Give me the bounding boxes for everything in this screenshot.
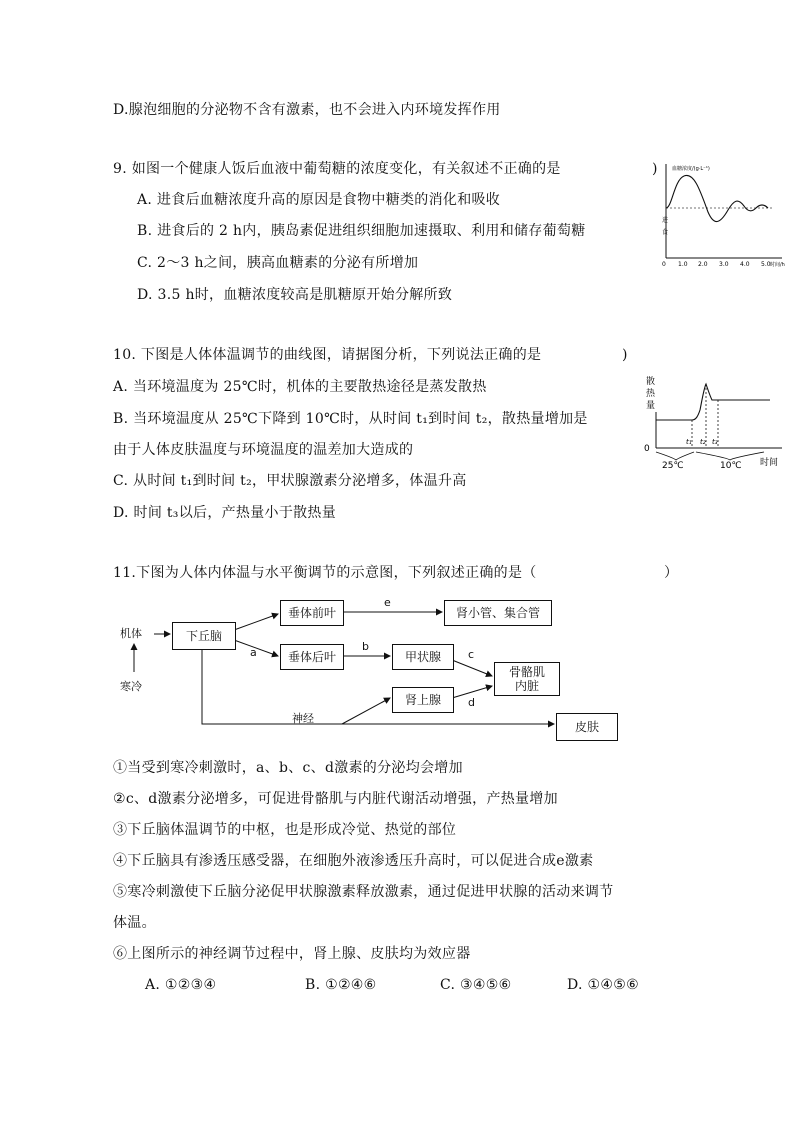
q11-muscle-line2: 内脏: [514, 679, 539, 693]
q11-label-e: e: [384, 596, 391, 609]
q11-stem: 11.下图为人体内体温与水平衡调节的示意图，下列叙述正确的是（: [113, 565, 537, 581]
q10-paren: ): [622, 347, 628, 363]
q10-t3: t₃: [712, 438, 718, 446]
q10-ylabel-3: 量: [646, 401, 656, 411]
q9-stem: 9. 如图一个健康人饭后血液中葡萄糖的浓度变化，有关叙述不正确的是: [113, 161, 561, 177]
q11-cold: 寒冷: [120, 680, 142, 693]
q11-skin: 皮肤: [556, 713, 618, 741]
q11-statement-6: ⑥上图所示的神经调节过程中，肾上腺、皮肤均为效应器: [113, 946, 471, 962]
q9-option-a: A. 进食后血糖浓度升高的原因是食物中糖类的消化和吸收: [137, 192, 501, 208]
q11-label-d: d: [468, 696, 475, 709]
q9-tick-1: 1.0: [678, 261, 688, 268]
q10-ylabel-1: 散: [646, 377, 656, 387]
q11-paren: ）: [664, 565, 679, 581]
q11-choice-b: B. ①②④⑥: [305, 977, 377, 993]
q11-muscle-organs: [494, 662, 560, 696]
q11-choice-c: C. ③④⑤⑥: [440, 977, 512, 993]
q11-anterior-pituitary: 垂体前叶: [280, 600, 344, 626]
q11-kidney: 肾小管、集合管: [444, 600, 552, 626]
q10-brace-25: [656, 452, 694, 460]
q11-statement-3: ③下丘脑体温调节的中枢，也是形成冷觉、热觉的部位: [113, 822, 457, 838]
q10-temp1: 25℃: [662, 461, 684, 470]
q11-label-b: b: [362, 640, 369, 653]
q11-choice-d: D. ①④⑤⑥: [567, 977, 639, 993]
q10-heat-curve: [656, 384, 770, 420]
q11-nerve: 神经: [292, 712, 314, 725]
q10-temp2: 10℃: [720, 461, 742, 470]
q11-thyroid: 甲状腺: [392, 644, 454, 670]
q11-hypothalamus: 下丘脑: [172, 622, 236, 650]
q11-muscle-line1: 骨骼肌: [508, 665, 545, 679]
q11-statement-5: ⑤寒冷刺激使下丘脑分泌促甲状腺激素释放激素，通过促进甲状腺的活动来调节: [113, 884, 614, 900]
q9-glucose-curve: [666, 175, 768, 221]
q11-statement-5-cont: 体温。: [113, 915, 156, 931]
q10-xlabel: 时间: [760, 458, 779, 468]
q8-option-d: D.腺泡细胞的分泌物不含有激素，也不会进入内环境发挥作用: [113, 102, 501, 118]
q10-stem: 10. 下图是人体体温调节的曲线图，请据图分析，下列说法正确的是: [113, 347, 542, 363]
q11-choice-a: A. ①②③④: [145, 977, 217, 993]
q10-t2: t₂: [700, 438, 706, 446]
q11-statement-1: ①当受到寒冷刺激时，a、b、c、d激素的分泌均会增加: [113, 760, 463, 776]
q9-paren: ): [652, 161, 658, 177]
q9-tick-4: 4.0: [740, 261, 750, 268]
q10-origin: 0: [644, 444, 650, 454]
q10-option-b-cont: 由于人体皮肤温度与环境温度的温差加大造成的: [113, 442, 414, 458]
q9-option-b: B. 进食后的 2 h内，胰岛素促进组织细胞加速摄取、利用和储存葡萄糖: [137, 223, 586, 239]
q11-diagram: [112, 592, 632, 744]
q11-posterior-pituitary: 垂体后叶: [280, 644, 344, 670]
q10-heat-graph: [632, 370, 787, 470]
q10-ylabel-2: 热: [646, 389, 656, 399]
q10-t1: t₁: [686, 438, 692, 446]
q9-tick-0: 0: [662, 261, 666, 268]
q10-option-c: C. 从时间 t₁到时间 t₂，甲状腺激素分泌增多，体温升高: [113, 473, 467, 489]
q11-label-c: c: [468, 648, 475, 661]
q9-option-c: C. 2～3 h之间，胰高血糖素的分泌有所增加: [137, 255, 419, 271]
q11-statement-4: ④下丘脑具有渗透压感受器，在细胞外液渗透压升高时，可以促进合成e激素: [113, 853, 594, 869]
q9-marker-1: 进: [662, 217, 669, 224]
q9-glucose-graph: [658, 160, 788, 270]
q11-body: 机体: [120, 627, 142, 640]
q11-statement-2: ②c、d激素分泌增多，可促进骨骼肌与内脏代谢活动增强，产热量增加: [113, 791, 558, 807]
q9-xunit: 时间/h: [770, 262, 785, 268]
q9-tick-3: 3.0: [719, 261, 729, 268]
q11-label-a: a: [250, 646, 257, 659]
q9-option-d: D. 3.5 h时，血糖浓度较高是肌糖原开始分解所致: [137, 287, 453, 303]
q9-marker-2: 食: [662, 229, 669, 236]
q11-adrenal: 肾上腺: [392, 687, 454, 713]
q10-option-d: D. 时间 t₃以后，产热量小于散热量: [113, 505, 337, 521]
q10-option-b: B. 当环境温度从 25℃下降到 10℃时，从时间 t₁到时间 t₂，散热量增加是: [113, 411, 588, 427]
q9-tick-2: 2.0: [698, 261, 708, 268]
q10-brace-10: [696, 452, 764, 460]
q9-ylabel: 血糖浓度/(g·L⁻¹): [672, 166, 710, 172]
q9-tick-5: 5.0: [761, 261, 771, 268]
q10-option-a: A. 当环境温度为 25℃时，机体的主要散热途径是蒸发散热: [113, 379, 487, 395]
